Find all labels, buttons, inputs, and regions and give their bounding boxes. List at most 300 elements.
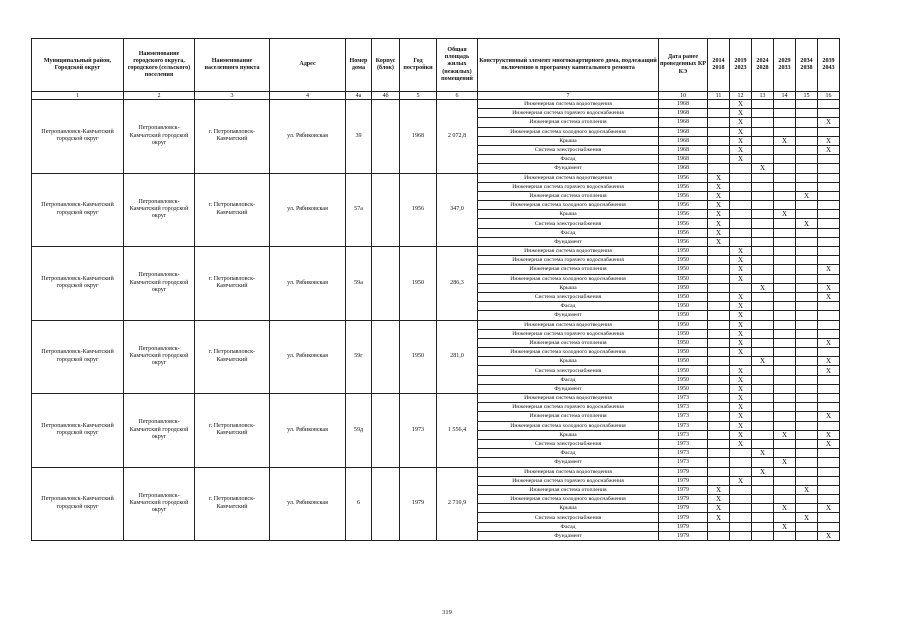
period-mark-cell	[818, 513, 840, 522]
period-mark-cell	[752, 320, 774, 329]
prev-repair-date-cell: 1973	[659, 421, 708, 430]
period-mark-cell	[774, 164, 796, 173]
element-name-cell: Инженерная система отопления	[478, 485, 659, 494]
element-name-cell: Инженерная система горячего водоснабжения	[478, 403, 659, 412]
header-house: Номер дома	[346, 39, 372, 92]
period-mark-cell	[730, 228, 752, 237]
period-mark-cell	[818, 191, 840, 200]
period-mark-cell	[752, 191, 774, 200]
period-mark-cell	[796, 311, 818, 320]
period-mark-cell	[708, 357, 730, 366]
table-row	[32, 247, 840, 256]
period-mark-cell	[818, 164, 840, 173]
column-number: 10	[659, 92, 708, 100]
house-number-cell: 59а	[346, 247, 372, 321]
column-number: 4а	[346, 92, 372, 100]
period-mark-cell: X	[752, 357, 774, 366]
period-mark-cell	[796, 366, 818, 375]
element-name-cell: Крыша	[478, 210, 659, 219]
period-mark-cell	[796, 449, 818, 458]
element-name-cell: Инженерная система водоотведения	[478, 467, 659, 476]
period-mark-cell	[796, 522, 818, 531]
period-mark-cell: X	[730, 274, 752, 283]
period-mark-cell	[730, 219, 752, 228]
period-mark-cell	[818, 384, 840, 393]
period-mark-cell: X	[730, 109, 752, 118]
period-mark-cell	[752, 412, 774, 421]
period-mark-cell: X	[730, 338, 752, 347]
period-mark-cell: X	[730, 348, 752, 357]
prev-repair-date-cell: 1950	[659, 283, 708, 292]
prev-repair-date-cell: 1950	[659, 302, 708, 311]
period-mark-cell: X	[708, 173, 730, 182]
period-mark-cell: X	[818, 283, 840, 292]
element-name-cell: Система электроснабжения	[478, 219, 659, 228]
period-mark-cell	[796, 348, 818, 357]
element-name-cell: Инженерная система водоотведения	[478, 247, 659, 256]
element-name-cell: Фундамент	[478, 531, 659, 540]
settlement-cell: г. Петропавловск-Камчатский	[195, 173, 270, 247]
district-cell: Петропавловск-Камчатский городской округ	[32, 173, 124, 247]
period-mark-cell	[730, 283, 752, 292]
element-name-cell: Фасад	[478, 228, 659, 237]
element-name-cell: Фасад	[478, 155, 659, 164]
house-number-cell: 59д	[346, 394, 372, 468]
korpus-cell	[372, 320, 400, 394]
period-mark-cell	[796, 458, 818, 467]
period-mark-cell	[708, 449, 730, 458]
period-mark-cell	[730, 504, 752, 513]
period-mark-cell: X	[730, 421, 752, 430]
element-name-cell: Система электроснабжения	[478, 513, 659, 522]
address-cell: ул. Рябиковская	[270, 394, 346, 468]
period-mark-cell: X	[730, 155, 752, 164]
period-mark-cell	[774, 145, 796, 154]
period-mark-cell	[818, 302, 840, 311]
header-city-district: Наименование городского округа, городского (сельского) поселения	[124, 39, 195, 92]
prev-repair-date-cell: 1950	[659, 329, 708, 338]
district-cell: Петропавловск-Камчатский городской округ	[32, 100, 124, 174]
period-mark-cell	[796, 274, 818, 283]
period-mark-cell	[818, 127, 840, 136]
period-mark-cell	[730, 164, 752, 173]
header-row	[32, 39, 840, 92]
area-cell: 286,3	[437, 247, 478, 321]
address-cell: ул. Рябиковская	[270, 173, 346, 247]
period-mark-cell	[796, 403, 818, 412]
year-built-cell: 1950	[400, 247, 437, 321]
period-mark-cell	[708, 366, 730, 375]
period-mark-cell: X	[708, 504, 730, 513]
prev-repair-date-cell: 1973	[659, 430, 708, 439]
header-korpus: Корпус (блок)	[372, 39, 400, 92]
period-mark-cell	[796, 439, 818, 448]
period-mark-cell	[818, 329, 840, 338]
period-mark-cell: X	[708, 182, 730, 191]
element-name-cell: Инженерная система холодного водоснабжения	[478, 201, 659, 210]
period-mark-cell	[730, 522, 752, 531]
column-number: 14	[774, 92, 796, 100]
korpus-cell	[372, 247, 400, 321]
period-mark-cell	[818, 100, 840, 109]
period-mark-cell	[730, 210, 752, 219]
settlement-cell: г. Петропавловск-Камчатский	[195, 467, 270, 541]
period-mark-cell	[708, 274, 730, 283]
period-mark-cell	[752, 476, 774, 485]
period-mark-cell: X	[818, 145, 840, 154]
year-built-cell: 1973	[400, 394, 437, 468]
period-mark-cell	[774, 366, 796, 375]
period-mark-cell	[708, 421, 730, 430]
year-built-cell: 1979	[400, 467, 437, 541]
period-mark-cell	[708, 247, 730, 256]
period-mark-cell	[774, 219, 796, 228]
period-mark-cell: X	[752, 164, 774, 173]
element-name-cell: Инженерная система холодного водоснабжения	[478, 274, 659, 283]
element-name-cell: Инженерная система холодного водоснабжения	[478, 127, 659, 136]
period-mark-cell	[774, 348, 796, 357]
header-address: Адрес	[270, 39, 346, 92]
period-mark-cell	[774, 439, 796, 448]
settlement-cell: г. Петропавловск-Камчатский	[195, 100, 270, 174]
period-mark-cell	[796, 292, 818, 301]
header-period: 2024 2028	[752, 39, 774, 92]
address-cell: ул. Рябиковская	[270, 467, 346, 541]
prev-repair-date-cell: 1968	[659, 118, 708, 127]
table-row	[32, 320, 840, 329]
element-name-cell: Инженерная система холодного водоснабжения	[478, 495, 659, 504]
element-name-cell: Крыша	[478, 136, 659, 145]
period-mark-cell: X	[796, 219, 818, 228]
header-period: 2034 2038	[796, 39, 818, 92]
period-mark-cell	[796, 476, 818, 485]
period-mark-cell	[818, 219, 840, 228]
house-number-cell: 6	[346, 467, 372, 541]
period-mark-cell	[774, 182, 796, 191]
period-mark-cell	[818, 311, 840, 320]
period-mark-cell: X	[730, 384, 752, 393]
period-mark-cell: X	[774, 504, 796, 513]
header-settlement: Наименование населенного пункта	[195, 39, 270, 92]
period-mark-cell	[752, 256, 774, 265]
period-mark-cell	[730, 513, 752, 522]
period-mark-cell	[796, 430, 818, 439]
period-mark-cell	[796, 182, 818, 191]
period-mark-cell	[774, 338, 796, 347]
period-mark-cell: X	[730, 292, 752, 301]
period-mark-cell: X	[818, 366, 840, 375]
area-cell: 347,0	[437, 173, 478, 247]
period-mark-cell	[774, 228, 796, 237]
period-mark-cell	[796, 118, 818, 127]
period-mark-cell: X	[730, 329, 752, 338]
column-number-row	[32, 92, 840, 100]
period-mark-cell: X	[796, 485, 818, 494]
district-cell: Петропавловск-Камчатский городской округ	[32, 320, 124, 394]
period-mark-cell	[796, 384, 818, 393]
period-mark-cell	[818, 173, 840, 182]
period-mark-cell: X	[774, 136, 796, 145]
period-mark-cell	[708, 164, 730, 173]
column-number: 16	[818, 92, 840, 100]
district-cell: Петропавловск-Камчатский городской округ	[32, 467, 124, 541]
prev-repair-date-cell: 1979	[659, 467, 708, 476]
period-mark-cell	[796, 164, 818, 173]
element-name-cell: Инженерная система отопления	[478, 338, 659, 347]
column-number: 4	[270, 92, 346, 100]
period-mark-cell	[730, 449, 752, 458]
period-mark-cell	[774, 274, 796, 283]
period-mark-cell	[796, 495, 818, 504]
element-name-cell: Инженерная система отопления	[478, 412, 659, 421]
period-mark-cell	[752, 348, 774, 357]
period-mark-cell	[796, 338, 818, 347]
period-mark-cell	[752, 173, 774, 182]
area-cell: 2 710,9	[437, 467, 478, 541]
period-mark-cell	[752, 228, 774, 237]
prev-repair-date-cell: 1973	[659, 412, 708, 421]
city-district-cell: Петропавловск-Камчатский городской округ	[124, 320, 195, 394]
period-mark-cell: X	[730, 247, 752, 256]
period-mark-cell	[774, 173, 796, 182]
element-name-cell: Инженерная система водоотведения	[478, 394, 659, 403]
period-mark-cell	[708, 118, 730, 127]
header-district: Муниципальный район, Городской округ	[32, 39, 124, 92]
capital-repair-table	[31, 38, 840, 541]
period-mark-cell	[752, 274, 774, 283]
period-mark-cell	[708, 109, 730, 118]
period-mark-cell	[796, 155, 818, 164]
period-mark-cell	[774, 531, 796, 540]
period-mark-cell	[796, 136, 818, 145]
prev-repair-date-cell: 1950	[659, 256, 708, 265]
column-number: 1	[32, 92, 124, 100]
period-mark-cell	[774, 403, 796, 412]
element-name-cell: Фундамент	[478, 237, 659, 246]
prev-repair-date-cell: 1950	[659, 338, 708, 347]
year-built-cell: 1956	[400, 173, 437, 247]
period-mark-cell	[774, 495, 796, 504]
period-mark-cell	[730, 191, 752, 200]
period-mark-cell	[752, 394, 774, 403]
period-mark-cell	[752, 311, 774, 320]
element-name-cell: Система электроснабжения	[478, 439, 659, 448]
period-mark-cell	[796, 201, 818, 210]
period-mark-cell	[752, 155, 774, 164]
period-mark-cell	[796, 173, 818, 182]
period-mark-cell	[796, 467, 818, 476]
element-name-cell: Фундамент	[478, 458, 659, 467]
prev-repair-date-cell: 1956	[659, 173, 708, 182]
period-mark-cell	[730, 458, 752, 467]
korpus-cell	[372, 394, 400, 468]
period-mark-cell	[708, 458, 730, 467]
period-mark-cell: X	[730, 311, 752, 320]
period-mark-cell	[796, 375, 818, 384]
header-area: Общая площадь жилых (нежилых) помещений	[437, 39, 478, 92]
period-mark-cell: X	[730, 430, 752, 439]
column-number: 12	[730, 92, 752, 100]
period-mark-cell	[708, 329, 730, 338]
period-mark-cell: X	[730, 100, 752, 109]
prev-repair-date-cell: 1968	[659, 145, 708, 154]
settlement-cell: г. Петропавловск-Камчатский	[195, 247, 270, 321]
element-name-cell: Инженерная система отопления	[478, 191, 659, 200]
period-mark-cell	[796, 302, 818, 311]
city-district-cell: Петропавловск-Камчатский городской округ	[124, 467, 195, 541]
period-mark-cell	[796, 265, 818, 274]
period-mark-cell: X	[708, 485, 730, 494]
element-name-cell: Инженерная система водоотведения	[478, 173, 659, 182]
period-mark-cell	[796, 320, 818, 329]
period-mark-cell	[774, 375, 796, 384]
period-mark-cell	[730, 467, 752, 476]
period-mark-cell	[774, 384, 796, 393]
period-mark-cell	[818, 522, 840, 531]
header-prev-date: Дата ранее проведенных КР КЭ	[659, 39, 708, 92]
period-mark-cell	[818, 237, 840, 246]
house-number-cell: 39	[346, 100, 372, 174]
period-mark-cell	[818, 348, 840, 357]
period-mark-cell: X	[708, 210, 730, 219]
period-mark-cell: X	[730, 302, 752, 311]
period-mark-cell: X	[752, 449, 774, 458]
area-cell: 1 556,4	[437, 394, 478, 468]
prev-repair-date-cell: 1956	[659, 191, 708, 200]
period-mark-cell	[774, 421, 796, 430]
period-mark-cell	[752, 265, 774, 274]
period-mark-cell	[818, 155, 840, 164]
period-mark-cell	[752, 100, 774, 109]
period-mark-cell	[730, 495, 752, 504]
column-number: 2	[124, 92, 195, 100]
period-mark-cell	[752, 375, 774, 384]
period-mark-cell	[752, 531, 774, 540]
district-cell: Петропавловск-Камчатский городской округ	[32, 247, 124, 321]
period-mark-cell	[708, 430, 730, 439]
element-name-cell: Крыша	[478, 430, 659, 439]
period-mark-cell	[818, 495, 840, 504]
period-mark-cell	[730, 237, 752, 246]
element-name-cell: Крыша	[478, 283, 659, 292]
period-mark-cell	[752, 136, 774, 145]
period-mark-cell	[752, 403, 774, 412]
header-period: 2029 2033	[774, 39, 796, 92]
period-mark-cell	[796, 531, 818, 540]
period-mark-cell	[818, 210, 840, 219]
period-mark-cell	[774, 247, 796, 256]
period-mark-cell	[752, 237, 774, 246]
period-mark-cell	[752, 302, 774, 311]
prev-repair-date-cell: 1979	[659, 495, 708, 504]
period-mark-cell: X	[818, 439, 840, 448]
element-name-cell: Система электроснабжения	[478, 366, 659, 375]
period-mark-cell	[774, 467, 796, 476]
table-row	[32, 100, 840, 109]
header-element: Конструктивный элемент многоквартирного дома, подлежащий включению в программу капитального ремонта	[478, 39, 659, 92]
period-mark-cell	[818, 320, 840, 329]
table-row	[32, 467, 840, 476]
period-mark-cell	[752, 366, 774, 375]
period-mark-cell	[796, 504, 818, 513]
element-name-cell: Фундамент	[478, 311, 659, 320]
period-mark-cell	[774, 191, 796, 200]
period-mark-cell	[818, 421, 840, 430]
period-mark-cell	[818, 458, 840, 467]
element-name-cell: Крыша	[478, 504, 659, 513]
column-number: 6	[437, 92, 478, 100]
district-cell: Петропавловск-Камчатский городской округ	[32, 394, 124, 468]
period-mark-cell	[796, 228, 818, 237]
period-mark-cell	[774, 311, 796, 320]
period-mark-cell: X	[774, 522, 796, 531]
period-mark-cell	[752, 145, 774, 154]
element-name-cell: Система электроснабжения	[478, 292, 659, 301]
prev-repair-date-cell: 1950	[659, 274, 708, 283]
period-mark-cell: X	[818, 504, 840, 513]
period-mark-cell	[752, 522, 774, 531]
period-mark-cell	[774, 283, 796, 292]
korpus-cell	[372, 100, 400, 174]
period-mark-cell	[752, 329, 774, 338]
prev-repair-date-cell: 1950	[659, 366, 708, 375]
prev-repair-date-cell: 1968	[659, 164, 708, 173]
period-mark-cell	[752, 338, 774, 347]
period-mark-cell	[708, 467, 730, 476]
column-number: 5	[400, 92, 437, 100]
period-mark-cell: X	[730, 366, 752, 375]
period-mark-cell: X	[774, 210, 796, 219]
period-mark-cell: X	[730, 265, 752, 274]
column-number: 15	[796, 92, 818, 100]
period-mark-cell	[752, 430, 774, 439]
period-mark-cell	[818, 476, 840, 485]
period-mark-cell	[774, 329, 796, 338]
period-mark-cell	[752, 127, 774, 136]
period-mark-cell: X	[708, 228, 730, 237]
element-name-cell: Инженерная система горячего водоснабжения	[478, 476, 659, 485]
element-name-cell: Инженерная система горячего водоснабжения	[478, 329, 659, 338]
element-name-cell: Инженерная система водоотведения	[478, 320, 659, 329]
period-mark-cell	[708, 412, 730, 421]
period-mark-cell	[708, 155, 730, 164]
period-mark-cell: X	[818, 292, 840, 301]
prev-repair-date-cell: 1968	[659, 100, 708, 109]
period-mark-cell	[708, 100, 730, 109]
period-mark-cell	[818, 109, 840, 118]
period-mark-cell	[708, 311, 730, 320]
period-mark-cell	[796, 357, 818, 366]
period-mark-cell	[818, 394, 840, 403]
period-mark-cell: X	[818, 412, 840, 421]
year-built-cell: 1950	[400, 320, 437, 394]
period-mark-cell	[708, 476, 730, 485]
period-mark-cell: X	[708, 495, 730, 504]
prev-repair-date-cell: 1968	[659, 127, 708, 136]
period-mark-cell	[752, 495, 774, 504]
column-number: 7	[478, 92, 659, 100]
prev-repair-date-cell: 1956	[659, 219, 708, 228]
period-mark-cell	[796, 256, 818, 265]
element-name-cell: Крыша	[478, 357, 659, 366]
period-mark-cell	[818, 467, 840, 476]
element-name-cell: Фасад	[478, 449, 659, 458]
period-mark-cell	[708, 127, 730, 136]
settlement-cell: г. Петропавловск-Камчатский	[195, 320, 270, 394]
address-cell: ул. Рябиковская	[270, 320, 346, 394]
period-mark-cell	[774, 394, 796, 403]
element-name-cell: Инженерная система горячего водоснабжения	[478, 256, 659, 265]
